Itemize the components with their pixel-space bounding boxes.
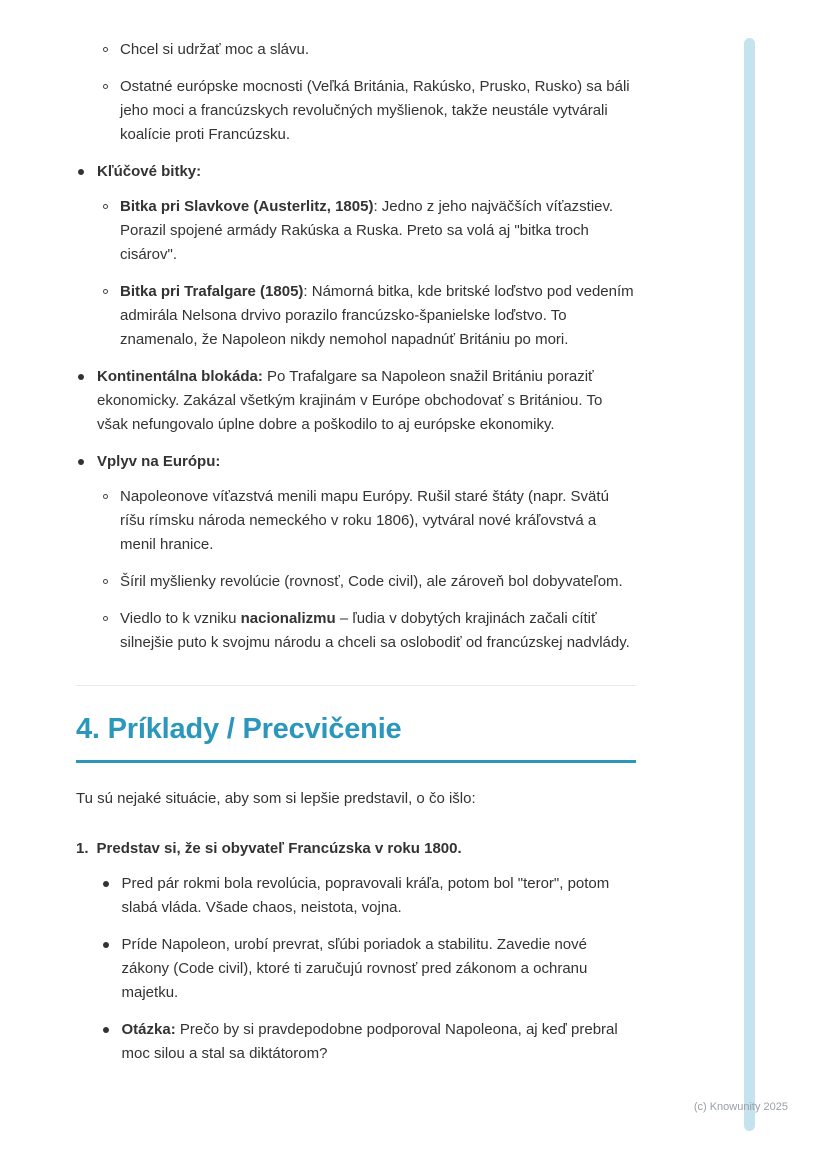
text-run: Pred pár rokmi bola revolúcia, popravovali kráľa, potom bol "teror", potom slabá vláda. Všade chaos, neistota, vojna. xyxy=(121,874,610,916)
list-item xyxy=(97,280,636,352)
bullet-circle-icon xyxy=(103,616,108,621)
list-item-label xyxy=(97,160,636,184)
numbered-item xyxy=(76,837,636,1066)
item-number: 1. xyxy=(76,839,89,857)
list-item-text xyxy=(120,485,636,557)
list-item-blockade xyxy=(76,365,636,437)
list-item-key-battles xyxy=(76,160,636,352)
intro-paragraph: Tu sú nejaké situácie, aby som si lepšie predstavil, o čo išlo: xyxy=(76,789,476,807)
sub-bullet-list xyxy=(97,195,636,352)
section-heading: 4. Príklady / Precvičenie xyxy=(76,712,636,763)
document-content xyxy=(76,38,636,1066)
list-item-text xyxy=(97,365,636,437)
bullet-dot-icon xyxy=(103,1027,109,1033)
list-item-text xyxy=(120,75,636,147)
section-divider xyxy=(76,685,636,686)
list-item xyxy=(97,195,636,267)
text-run: : Jedno z jeho najväčších víťazstiev. Porazil spojené armády Rakúska a Ruska. Preto sa volá aj "bitka troch cisárov". xyxy=(120,198,614,263)
text-run: Prečo by si pravdepodobne podporoval Napoleona, aj keď prebral moc silou a stal sa diktátorom? xyxy=(121,1020,618,1062)
list-item xyxy=(97,485,636,557)
text-run: Bitka pri Trafalgare (1805) xyxy=(120,283,304,300)
text-run: Vplyv na Európu: xyxy=(97,453,221,470)
bullet-dot-icon xyxy=(78,169,84,175)
list-item-text xyxy=(120,570,636,594)
bullet-dot-icon xyxy=(78,459,84,465)
bullet-dot-icon xyxy=(103,942,109,948)
text-run: Kľúčové bitky: xyxy=(97,163,202,180)
bullet-dot-icon xyxy=(103,881,109,887)
text-run: Viedlo to k vzniku xyxy=(120,610,241,627)
list-item xyxy=(97,607,636,655)
intro-bullet-list xyxy=(103,38,636,147)
text-run: Napoleonove víťazstvá menili mapu Európy. Rušil staré štáty (napr. Svätú ríšu rímsku národa nemeckého v roku 1806), vytváral nové kráľovstvá a menil hranice. xyxy=(120,488,609,553)
bullet-circle-icon xyxy=(103,84,108,89)
list-item-body xyxy=(97,160,636,352)
list-item xyxy=(103,75,636,147)
bullet-circle-icon xyxy=(103,579,108,584)
list-item xyxy=(97,570,636,594)
numbered-item-body xyxy=(97,837,636,1066)
list-item-text xyxy=(122,1018,636,1066)
list-item xyxy=(97,1018,636,1066)
sub-bullet-list xyxy=(97,872,636,1066)
text-run: Predstav si, že si obyvateľ Francúzska v roku 1800. xyxy=(96,839,462,857)
list-item-text xyxy=(122,872,636,920)
list-item-body xyxy=(97,450,636,655)
text-run: Kontinentálna blokáda: xyxy=(97,368,263,385)
text-run: – ľudia v dobytých krajinách začali cítiť silnejšie puto k svojmu národu a chceli sa oslobodiť od francúzskej nadvlády. xyxy=(120,610,630,651)
bullet-circle-icon xyxy=(103,47,108,52)
list-item-influence xyxy=(76,450,636,655)
list-item xyxy=(97,872,636,920)
text-run: Bitka pri Slavkove (Austerlitz, 1805) xyxy=(120,198,374,215)
bullet-circle-icon xyxy=(103,289,108,294)
list-item-label xyxy=(97,450,636,474)
copyright-text: (c) Knowunity 2025 xyxy=(693,1101,788,1113)
bullet-circle-icon xyxy=(103,494,108,499)
list-item-text xyxy=(120,195,636,267)
list-item xyxy=(103,38,636,62)
bullet-circle-icon xyxy=(103,204,108,209)
list-item-text xyxy=(120,38,636,62)
bullet-dot-icon xyxy=(78,374,84,380)
numbered-list xyxy=(76,837,636,1066)
list-item xyxy=(97,933,636,1005)
text-run: Príde Napoleon, urobí prevrat, sľúbi poriadok a stabilitu. Zavedie nové zákony (Code civil), ktoré ti zaručujú rovnosť pred zákonom a ochranu majetku. xyxy=(121,935,588,1001)
text-run: : Námorná bitka, kde britské loďstvo pod vedením admirála Nelsona drvivo porazilo francúzsko-španielske loďstvo. To znamenalo, že Napoleon nikdy nemohol napadnúť Britániu po mori. xyxy=(120,283,634,348)
text-run: Po Trafalgare sa Napoleon snažil Britániu poraziť ekonomicky. Zakázal všetkým krajinám v Európe obchodovať s Britániou. To však nefungovalo úplne dobre a poškodilo to aj európske ekonomiky. xyxy=(97,368,603,433)
text-run: Ostatné európske mocnosti (Veľká Británia, Rakúsko, Prusko, Rusko) sa báli jeho moci a francúzskych revolučných myšlienok, takže neustále vytvárali koalície proti Francúzsku. xyxy=(120,78,630,143)
numbered-item-title xyxy=(97,837,636,861)
sub-bullet-list xyxy=(97,485,636,655)
text-run: nacionalizmu xyxy=(240,610,336,627)
text-run: Otázka: xyxy=(121,1020,176,1038)
text-run: Chcel si udržať moc a slávu. xyxy=(120,41,310,58)
list-item-text xyxy=(120,607,636,655)
list-item-text xyxy=(122,933,636,1005)
scrollbar-thumb[interactable] xyxy=(744,38,755,1131)
main-bullet-list xyxy=(76,160,636,655)
list-item-text xyxy=(120,280,636,352)
text-run: Šíril myšlienky revolúcie (rovnosť, Code civil), ale zároveň bol dobyvateľom. xyxy=(120,573,623,590)
